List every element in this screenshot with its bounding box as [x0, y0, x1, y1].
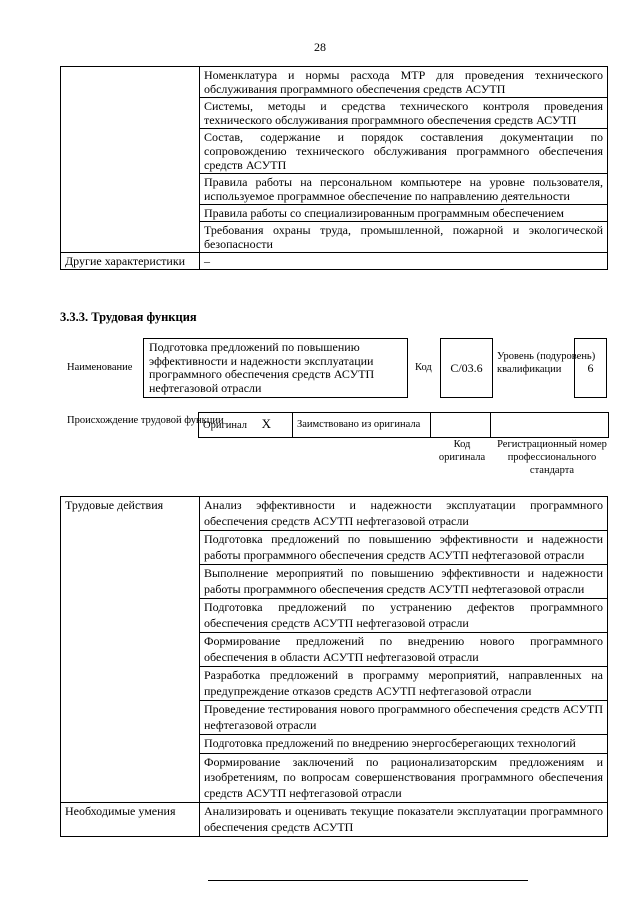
table-row [61, 67, 608, 98]
knowledge-table [60, 66, 608, 270]
row-text: Проведение тестирования нового программного обеспечения средств АСУТП нефтегазовой отрасли [200, 701, 608, 735]
row-text: Выполнение мероприятий по повышению эффективности и надежности работы программного обеспечения средств АСУТП нефтегазовой отрасли [200, 565, 608, 599]
caption-registration-number: Регистрационный номер профессионального стандарта [497, 439, 607, 476]
borrowed-cell: Заимствовано из оригинала [293, 413, 431, 438]
qualification-level: 6 [574, 338, 607, 398]
level-label: Уровень (подуровень) квалификации [497, 351, 596, 375]
function-code: С/03.6 [440, 338, 493, 398]
row-text: Формирование предложений по внедрению нового программного обеспечения в области АСУТП нефтегазовой отрасли [200, 633, 608, 667]
row-text: Анализ эффективности и надежности эксплуатации программного обеспечения средств АСУТП нефтегазовой отрасли [200, 497, 608, 531]
row-text: Правила работы со специализированным программным обеспечением [200, 205, 608, 222]
caption-original-code: Код оригинала [438, 439, 486, 463]
row-text: – [200, 253, 608, 270]
table-row [61, 497, 608, 531]
row-text: Правила работы на персональном компьютере на уровне пользователя, используемое программное обеспечение по направлению деятельности [200, 174, 608, 205]
row-text: Анализировать и оценивать текущие показатели эксплуатации программного обеспечения средств АСУТП [200, 803, 608, 837]
row-text: Состав, содержание и порядок составления документации по сопровождению технического обслуживания программного обеспечения средств АСУТП [200, 129, 608, 174]
page-number: 28 [314, 40, 326, 54]
code-label: Код [415, 362, 432, 373]
row-text: Подготовка предложений по внедрению энергосберегающих технологий [200, 735, 608, 754]
row-text: Системы, методы и средства технического контроля проведения технического обслуживания программного обеспечения средств АСУТП [200, 98, 608, 129]
table-row [199, 413, 609, 438]
row-text: Номенклатура и нормы расхода МТР для проведения технического обслуживания программного обеспечения средств АСУТП [200, 67, 608, 98]
original-cell [199, 413, 293, 438]
row-label: Другие характеристики [61, 253, 200, 270]
row-label: Трудовые действия [61, 497, 200, 803]
original-mark: X [261, 416, 272, 431]
table-row [61, 803, 608, 837]
registration-number-cell [491, 413, 609, 438]
function-name: Подготовка предложений по повышению эффективности и надежности эксплуатации программного обеспечения средств АСУТП нефтегазовой отрасли [143, 338, 408, 398]
row-text: Формирование заключений по рационализаторским предложениям и изобретениям, по вопросам совершенствования программного обеспечения средств АСУТП нефтегазовой отрасли [200, 753, 608, 803]
row-text: Подготовка предложений по повышению эффективности и надежности работы программного обеспечения средств АСУТП нефтегазовой отрасли [200, 531, 608, 565]
origin-label: Происхождение трудовой функции [67, 415, 224, 426]
row-text: Разработка предложений в программу мероприятий, направленных на предупреждение отказов средств АСУТП нефтегазовой отрасли [200, 667, 608, 701]
row-text: Требования охраны труда, промышленной, пожарной и экологической безопасности [200, 222, 608, 253]
original-label: Оригинал [203, 420, 247, 431]
row-label [61, 67, 200, 253]
table-row [61, 253, 608, 270]
footer-rule [208, 880, 528, 881]
name-label: Наименование [67, 362, 133, 373]
section-heading: 3.3.3. Трудовая функция [60, 310, 197, 324]
row-text: Подготовка предложений по устранению дефектов программного обеспечения средств АСУТП нефтегазовой отрасли [200, 599, 608, 633]
actions-table [60, 496, 608, 837]
original-code-cell [431, 413, 491, 438]
origin-table [198, 412, 609, 438]
row-label: Необходимые умения [61, 803, 200, 837]
